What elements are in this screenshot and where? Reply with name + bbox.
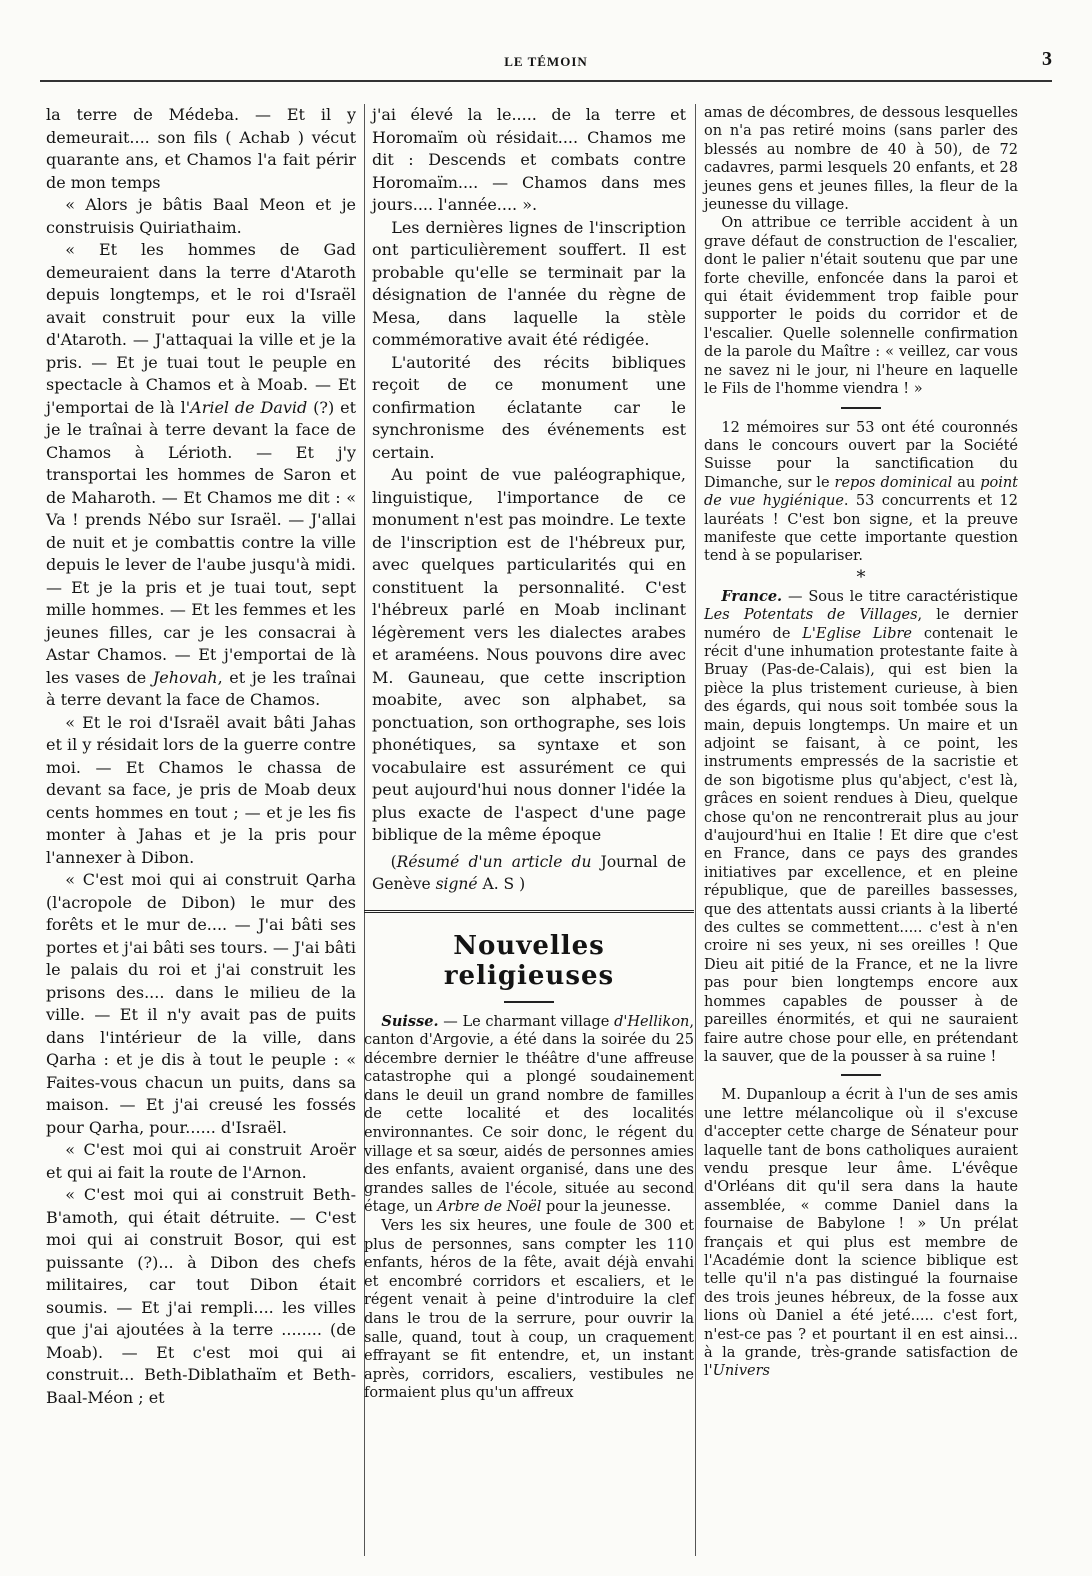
- paragraph: la terre de Médeba. — Et il y demeurait.... son fils ( Achab ) vécut quarante ans, et Chamos l'a fait périr de mon temps: [46, 105, 356, 192]
- paragraph: M. Dupanloup a écrit à l'un de ses amis une lettre mélancolique où il s'excuse d'accepter cette charge de Sénateur pour laquelle tant de bons catholiques auraient vendu presque leur âme. L'évêque d'Orléans dit qu'il sera dans la haute assemblée, « comme Daniel dans la fournaise de Babylone ! » Un prélat français et qui plus est membre de l'Académie dont la science biblique est telle qu'il n'a pas distingué la fournaise des trois jeunes hébreux, de la fosse aux lions où Daniel a été jeté..... c'est fort, n'est-ce pas ? et pourtant il en est ainsi... à la grande, très-grande satisfaction de l'Univers: [704, 1087, 1018, 1380]
- news-items: [364, 1013, 694, 1403]
- section-title: Nouvelles religieuses: [443, 930, 615, 991]
- paragraph: « C'est moi qui ai construit Qarha (l'acropole de Dibon) le mur des forêts et le mur de.... — J'ai bâti ses portes et j'ai bâti ses tours. — J'ai bâti le palais du roi et j'ai construit les prisons des.... dans le milieu de la ville. — Et il n'y avait pas de puits dans l'intérieur de la ville, dans Qarha : et je dis à tout le peuple : « Faites-vous chacun un puits, dans sa maison. — Et j'ai creusé les fossés pour Qarha, pour...... d'Israël.: [46, 870, 356, 1137]
- paragraph: L'autorité des récits bibliques reçoit de ce monument une confirmation éclatante car le synchronisme des événements est certain.: [372, 352, 686, 462]
- paragraph: j'ai élevé la le..... de la terre et Horomaïm où résidait.... Chamos me dit : Descends et combats contre Horomaïm.... — Chamos dans mes jours.... l'année.... ».: [372, 105, 686, 214]
- paragraph: « Et les hommes de Gad demeuraient dans la terre d'Ataroth depuis longtemps, et le roi d'Israël avait construit pour eux la ville d'Ataroth. — J'attaquai la ville et je la pris. — Et je tuai tout le peuple en spectacle à Chamos et à Moab. — Et j'emportai de là l'Ariel de David (?) et je le traînai à terre devant la face de Chamos à Lérioth. — Et j'y transportai les hommes de Saron et de Maharoth. — Et Chamos me dit : « Va ! prends Nébo sur Israël. — J'allai de nuit et je combattis contre la ville depuis le lever de l'aube jusqu'à midi. — Et je la pris et je tuai tout, sept mille hommes. — Et les femmes et les jeunes filles, car je les consacrai à Astar Chamos. — Et j'emportai de là les vases de Jehovah, et je les traînai à terre devant la face de Chamos.: [46, 240, 357, 709]
- header-rule: [40, 80, 1052, 82]
- separator-star: *: [856, 566, 866, 588]
- news-paragraph: Vers les six heures, une foule de 300 et plus de personnes, sans compter les 110 enfants, héros de la fête, avait déjà envahi et encombré corridors et escaliers, et le régent venait à peine d'introduire la clef dans le trou de la serrure, pour ouvrir la salle, quand, tout à coup, un craquement effrayant se fit entendre, et, un instant après, corridors, escaliers, vestibules ne formaient plus qu'un affreux: [364, 1218, 694, 1402]
- running-title: LE TÉMOIN: [504, 54, 588, 69]
- paragraph: « Et le roi d'Israël avait bâti Jahas et il y résidait lors de la guerre contre moi. — Et Chamos le chassa de devant sa face, je pris de Moab deux cents hommes en tout ; — et je les fis monter à Jahas et je la pris pour l'annexer à Dibon.: [46, 712, 356, 867]
- paragraph: Les dernières lignes de l'inscription ont particulièrement souffert. Il est probable qu'elle se terminait par la désignation de l'année du règne de Mesa, dans laquelle la stèle commémorative avait été rédigée.: [372, 217, 686, 349]
- short-rule: [841, 407, 881, 409]
- article-credit: (Résumé d'un article du Journal de Genève signé A. S ): [372, 852, 686, 893]
- right-column: [704, 104, 1018, 1556]
- page-number: 3: [1042, 48, 1052, 70]
- run-in-head: Suisse.: [381, 1012, 439, 1030]
- column-divider-2: [695, 104, 696, 1556]
- paragraph: amas de décombres, de dessous lesquelles on n'a pas retiré moins (sans parler des blessés au nombre de 40 à 50), de 72 cadavres, parmi lesquels 20 enfants, et 28 jeunes gens et jeunes filles, la fleur de la jeunesse du village.: [704, 105, 1018, 214]
- short-rule: [504, 1001, 554, 1003]
- paragraph: « C'est moi qui ai construit Aroër et qui ai fait la route de l'Arnon.: [46, 1140, 356, 1182]
- paragraph: On attribue ce terrible accident à un grave défaut de construction de l'escalier, dont le palier n'était soutenu que par une forte cheville, enfoncée dans la paroi et qui était évidemment trop faible pour supporter le poids du corridor et de l'escalier. Quelle solennelle confirmation de la parole du Maître : « veillez, car vous ne savez ni le jour, ni l'heure en laquelle le Fils de l'homme viendra ! »: [704, 215, 1018, 398]
- section-nouvelles-religieuses: [364, 910, 694, 1403]
- news-paragraph: Suisse. — Le charmant village d'Hellikon, canton d'Argovie, a été dans la soirée du 25 décembre dernier le théâtre d'une affreuse catastrophe qui a plongé soudainement dans le deuil un grand nombre de familles de cette localité et des localités environnantes. Ce soir donc, le régent du village et sa sœur, aidés de personnes amies des enfants, avaient organisé, dans une des grandes salles de l'école, située au second étage, un Arbre de Noël pour la jeunesse.: [364, 1012, 694, 1216]
- paragraph: « Alors je bâtis Baal Meon et je construisis Quiriathaim.: [46, 195, 356, 237]
- short-rule: [841, 1074, 881, 1076]
- page-header: [40, 50, 1052, 86]
- middle-column: [364, 104, 694, 1556]
- left-column: [46, 104, 356, 1556]
- paragraph: Au point de vue paléographique, linguistique, l'importance de ce monument n'est pas moindre. Le texte de l'inscription est de l'hébreux pur, avec quelques particularités qui en constituent la personnalité. C'est l'hébreux parlé en Moab inclinant légèrement vers les dialectes arabes et araméens. Nous pouvons dire avec M. Gauneau, que cette inscription moabite, avec son alphabet, sa ponctuation, son orthographe, ses lois phonétiques, sa syntaxe et son vocabulaire est assurément ce qui peut aujourd'hui nous donner l'idée la plus exacte de l'aspect d'une page biblique de la même époque: [372, 465, 686, 844]
- run-in-head: France.: [721, 587, 783, 605]
- paragraph: France. — Sous le titre caractéristique Les Potentats de Villages, le dernier numéro de L'Eglise Libre contenait le récit d'une inhumation protestante faite à Bruay (Pas-de-Calais), qui est bien la pièce la plus tristement curieuse, à bien des égards, qui nous soit tombée sous la main, depuis longtemps. Un maire et un adjoint se faisant, à ce point, les instruments empressés de la sacristie et de son bigotisme plus qu'abject, c'est là, grâces en soient rendues à Dieu, quelque chose qu'on ne rencontrerait plus au jour d'aujourd'hui en Italie ! Et dire que c'est en France, dans ce pays des grandes initiatives par excellence, et en pleine république, que de pareilles bassesses, que des attentats aussi criants à la liberté des cultes se commettent..... c'est à n'en croire ni ses yeux, ni ses oreilles ! Que Dieu ait pitié de la France, et ne la livre pas pour bien longtemps encore aux hommes capables de pousser à de pareilles énormités, et qui ne sauraient faire autre chose pour elle, en prétendant la sauver, que de la pousser à sa ruine !: [704, 587, 1019, 1065]
- paragraph: « C'est moi qui ai construit Beth-B'amoth, qui était détruite. — C'est moi qui ai construit Bosor, qui est puissante (?)... à Dibon des chefs militaires, car tout Dibon était soumis. — Et j'ai rempli.... les villes que j'ai ajoutées à la terre ........ (de Moab). — Et c'est moi qui ai construit... Beth-Diblathaïm et Beth-Baal-Méon ; et: [46, 1185, 356, 1407]
- paragraph: 12 mémoires sur 53 ont été couronnés dans le concours ouvert par la Société Suisse pour la sanctification du Dimanche, sur le repos dominical au point de vue hygiénique. 53 concurrents et 12 lauréats ! C'est bon signe, et la preuve manifeste que cette importante question tend à se populariser.: [704, 419, 1019, 565]
